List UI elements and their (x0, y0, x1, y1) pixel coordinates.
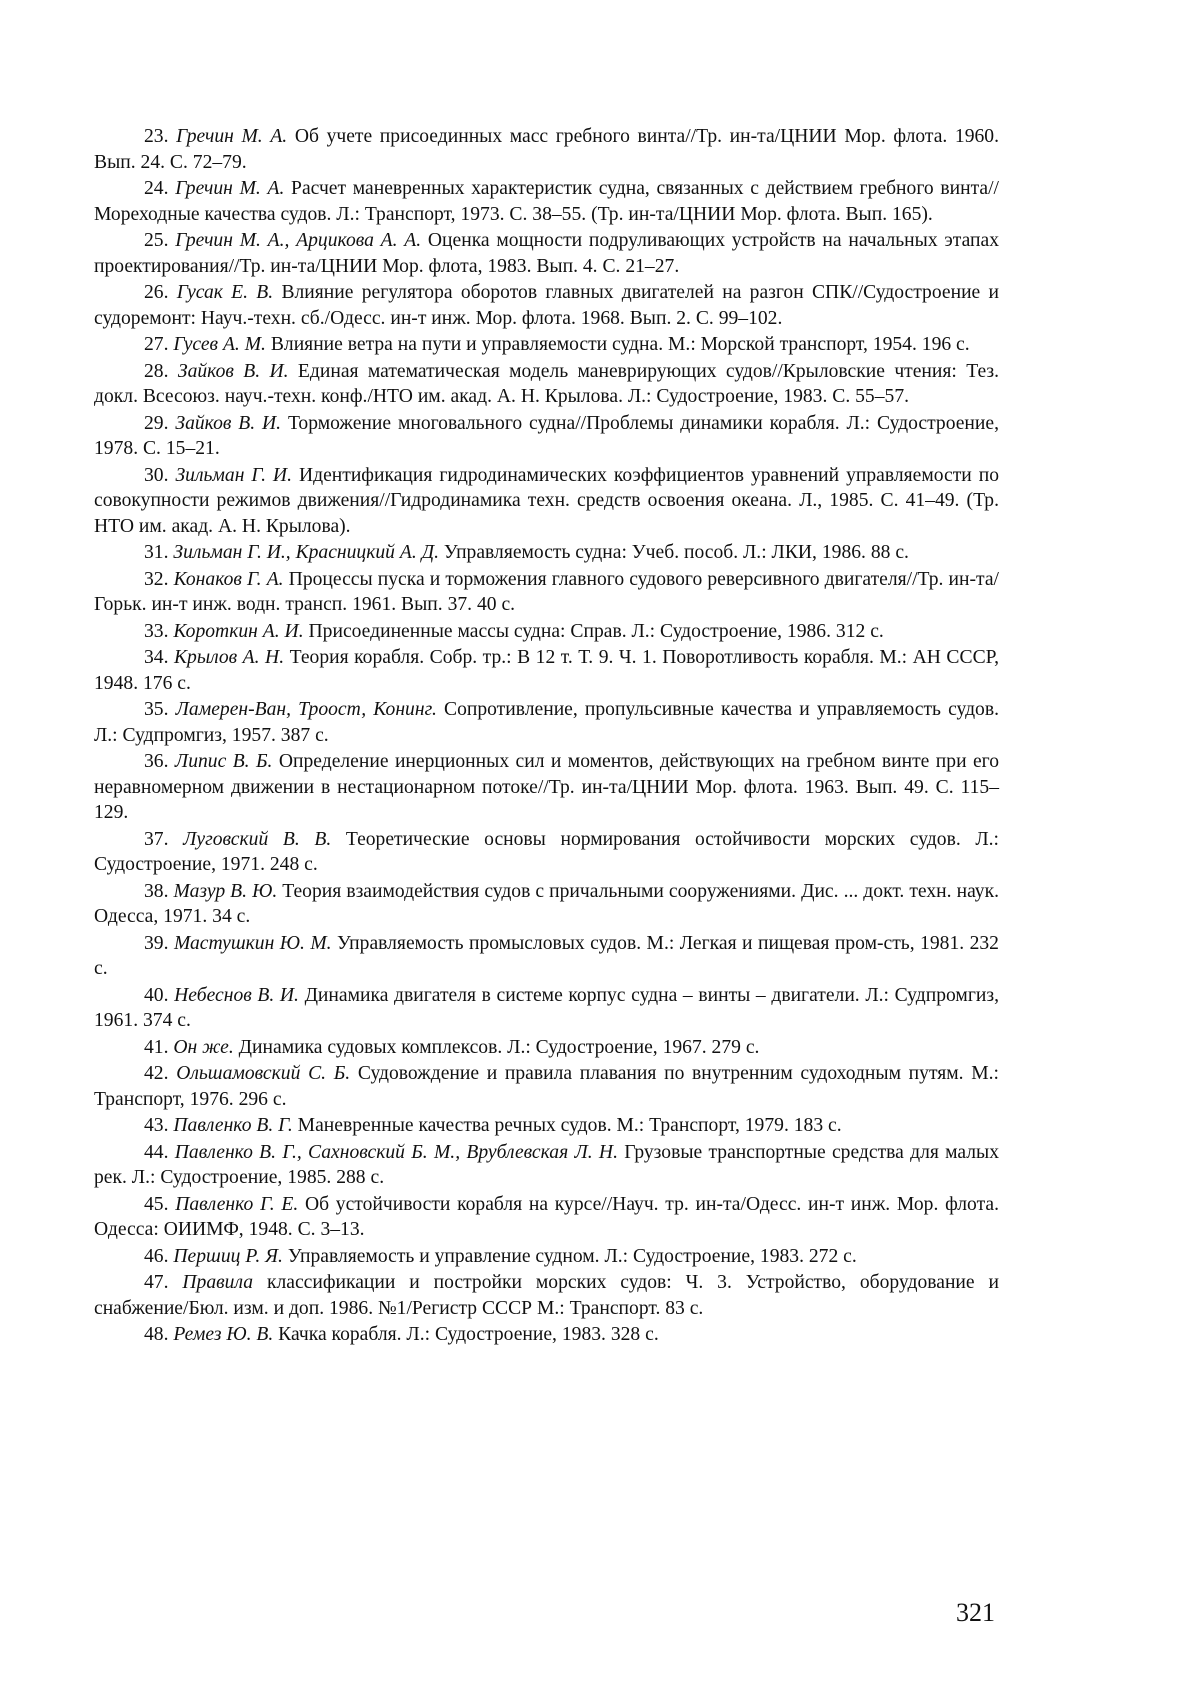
reference-number: 37. (144, 828, 169, 850)
reference-author: Павленко В. Г. (173, 1115, 293, 1136)
reference-entry (94, 1140, 999, 1191)
reference-text: Динамика двигателя в системе корпус судна – винты – двигатели. Л.: Судпромгиз, 1961. 374 с. (94, 984, 999, 1031)
reference-author: Липис В. Б. (174, 751, 273, 772)
reference-entry (94, 567, 999, 618)
reference-text: Сопротивление, пропульсивные качества и управляемость судов. Л.: Судпромгиз, 1957. 387 с. (94, 699, 1000, 746)
reference-text: Присоединенные массы судна: Справ. Л.: Судостроение, 1986. 312 с. (308, 620, 884, 642)
reference-entry (94, 827, 999, 878)
reference-author: Ремез Ю. В. (173, 1324, 274, 1345)
reference-entry (94, 931, 999, 982)
reference-number: 31. (144, 542, 169, 563)
reference-author: Мастушкин Ю. М. (173, 932, 332, 954)
reference-author: Ламерен-Ван, Троост, Конинг. (175, 699, 437, 720)
reference-number: 29. (144, 412, 169, 434)
reference-author: Зильман Г. И., Красницкий А. Д. (173, 542, 440, 563)
reference-author: Луговский В. В. (183, 828, 332, 850)
reference-entry (94, 879, 999, 930)
reference-text: Единая математическая модель маневрирующих судов//Крыловские чтения: Тез. докл. Всесоюз. науч.-техн. конф./НТО им. акад. А. Н. Крылова. Л.: Судостроение, 1983. С. 55–57. (94, 360, 1000, 407)
reference-text: Торможение многовального судна//Проблемы динамики корабля. Л.: Судостроение, 1978. С. 15–21. (94, 412, 999, 459)
reference-entry (94, 332, 999, 358)
reference-entry (94, 1061, 999, 1112)
reference-number: 35. (144, 699, 169, 720)
reference-entry (94, 749, 999, 826)
reference-text: Теоретические основы нормирования остойчивости морских судов. Л.: Судостроение, 1971. 248 с. (94, 828, 999, 875)
reference-entry (94, 463, 999, 540)
reference-author: Правила (182, 1272, 254, 1293)
reference-number: 44. (144, 1141, 169, 1163)
reference-number: 23. (144, 126, 169, 147)
reference-text: Управляемость и управление судном. Л.: Судостроение, 1983. 272 с. (287, 1245, 857, 1267)
reference-number: 32. (144, 568, 169, 590)
reference-text: Идентификация гидродинамических коэффициентов уравнений управляемости по совокупности режимов движения//Гидродинамика техн. средств освоения океана. Л., 1985. С. 41–49. (Тр. НТО им. акад. А. Н. Крылова). (94, 464, 1000, 537)
reference-author: Короткин А. И. (173, 620, 304, 642)
page-number: 321 (956, 1598, 995, 1627)
reference-number: 43. (144, 1115, 169, 1136)
reference-entry (94, 540, 999, 566)
reference-number: 48. (144, 1324, 169, 1345)
reference-author: Зильман Г. И. (175, 464, 292, 486)
reference-entry (94, 1322, 999, 1348)
reference-number: 36. (144, 751, 169, 772)
reference-author: Ольшамовский С. Б. (176, 1063, 351, 1084)
reference-entry (94, 359, 999, 410)
reference-entry (94, 411, 999, 462)
reference-text: Качка корабля. Л.: Судостроение, 1983. 328 с. (278, 1324, 659, 1345)
reference-number: 45. (144, 1193, 169, 1215)
reference-text: Процессы пуска и торможения главного судового реверсивного двигателя//Тр. ин-та/Горьк. ин-т инж. водн. трансп. 1961. Вып. 37. 40 с. (94, 568, 999, 615)
reference-text: Судовождение и правила плавания по внутренним судоходным путям. М.: Транспорт, 1976. 296 с. (94, 1063, 999, 1110)
reference-text: Динамика судовых комплексов. Л.: Судостроение, 1967. 279 с. (238, 1036, 760, 1058)
reference-author: Гусев А. М. (173, 334, 266, 355)
reference-author: Гречин М. А., Арцикова А. А. (175, 230, 422, 251)
reference-number: 27. (144, 334, 169, 355)
reference-number: 25. (144, 230, 169, 251)
reference-author: Гусак Е. В. (176, 282, 274, 303)
reference-text: Влияние регулятора оборотов главных двигателей на разгон СПК//Судостроение и судоремонт: Науч.-техн. сб./Одесс. ин-т инж. Мор. флота. 1968. Вып. 2. С. 99–102. (94, 282, 999, 329)
reference-entry (94, 983, 999, 1034)
reference-text: Расчет маневренных характеристик судна, связанных с действием гребного винта//Мореходные качества судов. Л.: Транспорт, 1973. С. 38–55. (Тр. ин-та/ЦНИИ Мор. флота. Вып. 165). (94, 178, 999, 225)
reference-number: 42. (144, 1063, 169, 1084)
reference-author: Гречин М. А. (175, 178, 285, 199)
reference-entry (94, 228, 999, 279)
reference-text: Определение инерционных сил и моментов, действующих на гребном винте при его неравномерном движении в нестационарном потоке//Тр. ин-та/ЦНИИ Мор. флота. 1963. Вып. 49. С. 115–129. (94, 751, 1000, 823)
reference-text: Об устойчивости корабля на курсе//Науч. тр. ин-та/Одесс. ин-т инж. Мор. флота. Одесса: ОИИМФ, 1948. С. 3–13. (94, 1193, 999, 1240)
reference-entry (94, 1113, 999, 1139)
reference-number: 46. (144, 1245, 169, 1267)
reference-text: Управляемость судна: Учеб. пособ. Л.: ЛКИ, 1986. 88 с. (443, 542, 909, 563)
reference-entry (94, 1270, 999, 1321)
reference-author: Павленко В. Г., Сахновский Б. М., Врублевская Л. Н. (174, 1141, 618, 1163)
reference-author: Зайков В. И. (175, 412, 282, 434)
reference-entry (94, 1244, 999, 1270)
reference-entry (94, 176, 999, 227)
reference-number: 28. (144, 360, 169, 382)
reference-text: Теория взаимодействия судов с причальными сооружениями. Дис. ... докт. техн. наук. Одесса, 1971. 34 с. (94, 880, 999, 927)
reference-number: 24. (144, 178, 169, 199)
reference-entry (94, 1192, 999, 1243)
reference-list (94, 124, 999, 1349)
reference-text: Управляемость промысловых судов. М.: Легкая и пищевая пром-сть, 1981. 232 с. (94, 932, 999, 979)
reference-author: Першиц Р. Я. (173, 1245, 283, 1267)
reference-author: Крылов А. Н. (174, 647, 285, 668)
reference-text: Оценка мощности подруливающих устройств на начальных этапах проектирования//Тр. ин-та/ЦНИИ Мор. флота, 1983. Вып. 4. С. 21–27. (94, 230, 999, 277)
reference-number: 41. (144, 1036, 169, 1058)
reference-author: Он же. (173, 1036, 234, 1058)
reference-text: классификации и постройки морских судов: Ч. 3. Устройство, оборудование и снабжение/Бюл. изм. и доп. 1986. №1/Регистр СССР М.: Транспорт. 83 с. (94, 1272, 999, 1319)
reference-entry (94, 645, 999, 696)
reference-author: Небеснов В. И. (174, 984, 299, 1006)
reference-text: Об учете присоединных масс гребного винта//Тр. ин-та/ЦНИИ Мор. флота. 1960. Вып. 24. С. 72–79. (94, 126, 1000, 173)
reference-entry (94, 1035, 999, 1061)
reference-text: Маневренные качества речных судов. М.: Транспорт, 1979. 183 с. (297, 1115, 842, 1136)
reference-number: 33. (144, 620, 169, 642)
reference-number: 39. (144, 932, 169, 954)
reference-entry (94, 280, 999, 331)
reference-author: Зайков В. И. (177, 360, 289, 382)
reference-number: 30. (144, 464, 169, 486)
reference-number: 26. (144, 282, 169, 303)
reference-entry (94, 619, 999, 645)
reference-author: Гречин М. А. (176, 126, 288, 147)
reference-author: Павленко Г. Е. (175, 1193, 299, 1215)
reference-text: Грузовые транспортные средства для малых рек. Л.: Судостроение, 1985. 288 с. (94, 1141, 1000, 1188)
reference-text: Влияние ветра на пути и управляемости судна. М.: Морской транспорт, 1954. 196 с. (270, 334, 970, 355)
reference-author: Конаков Г. А. (173, 568, 284, 590)
reference-number: 34. (144, 647, 169, 668)
reference-number: 47. (144, 1272, 169, 1293)
reference-entry (94, 124, 999, 175)
reference-author: Мазур В. Ю. (173, 880, 278, 902)
reference-text: Теория корабля. Собр. тр.: В 12 т. Т. 9. Ч. 1. Поворотливость корабля. М.: АН СССР, 1948. 176 с. (94, 647, 999, 694)
reference-entry (94, 697, 999, 748)
reference-number: 38. (144, 880, 169, 902)
reference-number: 40. (144, 984, 169, 1006)
